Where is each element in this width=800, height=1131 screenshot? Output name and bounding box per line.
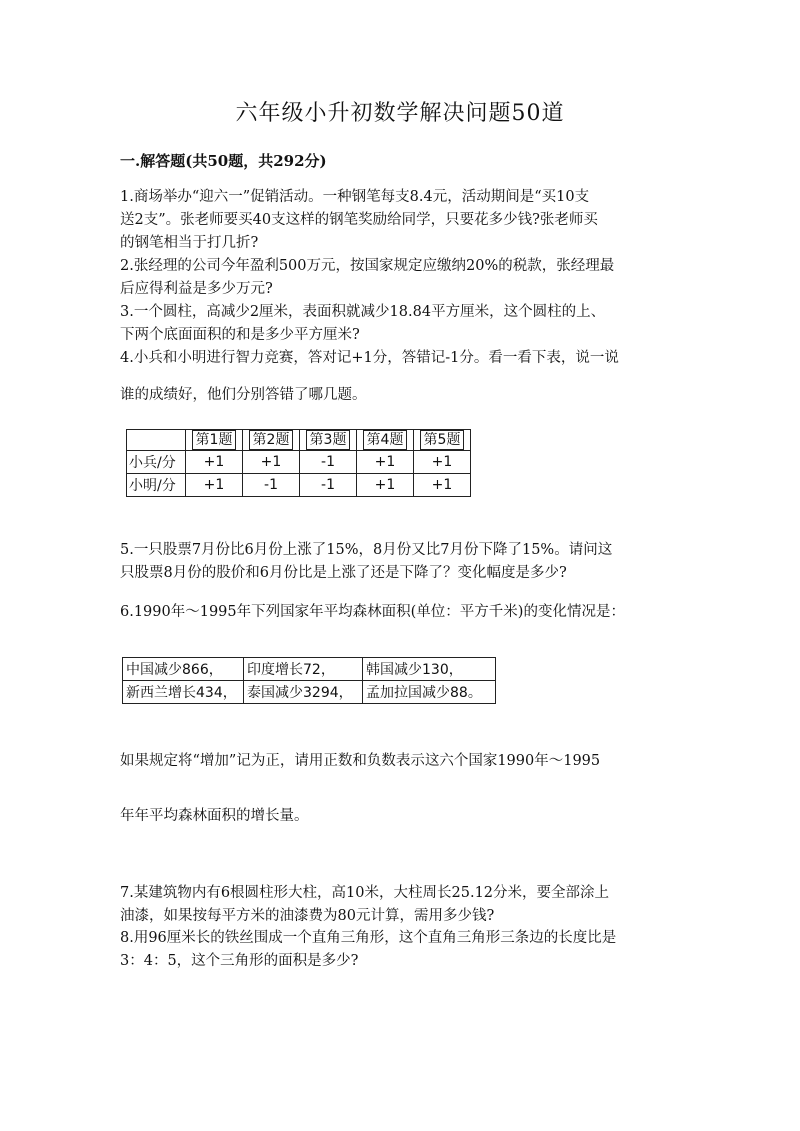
question-8 bbox=[120, 927, 690, 973]
table-cell: -1 bbox=[300, 451, 357, 474]
score-table bbox=[126, 429, 471, 497]
page-title: 六年级小升初数学解决问题50道 bbox=[235, 101, 565, 126]
question-line: 谁的成绩好，他们分别答错了哪几题。 bbox=[120, 387, 367, 403]
question-6-line-3: 年年平均森林面积的增长量。 bbox=[120, 808, 309, 824]
table-cell: 小兵/分 bbox=[127, 451, 186, 474]
table-header-cell: 第3题 bbox=[300, 430, 357, 451]
table-header-cell: 第4题 bbox=[357, 430, 414, 451]
question-line: 7.某建筑物内有6根圆柱形大柱，高10米，大柱周长25.12分米，要全部涂上 bbox=[120, 885, 610, 901]
question-line: 2.张经理的公司今年盈利500万元，按国家规定应缴纳20%的税款，张经理最 bbox=[120, 258, 615, 274]
question-line: 3：4：5，这个三角形的面积是多少? bbox=[120, 953, 359, 969]
table-cell: +1 bbox=[357, 451, 414, 474]
question-line: 油漆，如果按每平方米的油漆费为80元计算，需用多少钱? bbox=[120, 908, 495, 924]
question-line: 4.小兵和小明进行智力竞赛，答对记+1分，答错记-1分。看一看下表，说一说 bbox=[120, 350, 619, 366]
table-cell: -1 bbox=[243, 474, 300, 497]
question-line: 8.用96厘米长的铁丝围成一个直角三角形，这个直角三角形三条边的长度比是 bbox=[120, 930, 617, 946]
table-cell: +1 bbox=[186, 451, 243, 474]
question-line: 下两个底面面积的和是多少平方厘米? bbox=[120, 327, 360, 343]
table-cell: 小明/分 bbox=[127, 474, 186, 497]
table-cell: +1 bbox=[357, 474, 414, 497]
question-6-line-2: 如果规定将“增加”记为正，请用正数和负数表示这六个国家1990年～1995 bbox=[120, 753, 601, 769]
table-cell: 韩国减少130， bbox=[363, 658, 496, 681]
question-1 bbox=[120, 186, 690, 255]
table-header-cell: 第1题 bbox=[186, 430, 243, 451]
table-cell: 印度增长72， bbox=[244, 658, 363, 681]
question-3 bbox=[120, 301, 690, 347]
question-line: 后应得利益是多少万元? bbox=[120, 281, 273, 297]
table-header-cell: 第5题 bbox=[414, 430, 471, 451]
table-header-row bbox=[127, 430, 471, 451]
question-line: 送2支”。张老师要买40支这样的钢笔奖励给同学，只要花多少钱?张老师买 bbox=[120, 212, 598, 228]
table-cell: +1 bbox=[414, 451, 471, 474]
question-5 bbox=[120, 539, 690, 585]
question-6 bbox=[120, 601, 690, 624]
table-header-cell: 第2题 bbox=[243, 430, 300, 451]
question-line: 1.商场举办“迎六一”促销活动。一种钢笔每支8.4元，活动期间是“买10支 bbox=[120, 189, 590, 205]
table-cell: +1 bbox=[186, 474, 243, 497]
table-row bbox=[123, 658, 496, 681]
question-2 bbox=[120, 255, 690, 301]
table-row bbox=[127, 451, 471, 474]
table-cell: +1 bbox=[414, 474, 471, 497]
table-cell: +1 bbox=[243, 451, 300, 474]
table-cell: -1 bbox=[300, 474, 357, 497]
table-cell: 孟加拉国减少88。 bbox=[363, 681, 496, 704]
question-line: 只股票8月份的股价和6月份比是上涨了还是下降了？变化幅度是多少? bbox=[120, 565, 567, 581]
section-heading: 一.解答题(共50题，共292分) bbox=[120, 152, 327, 170]
question-line: 的钢笔相当于打几折? bbox=[120, 235, 259, 251]
question-line: 6.1990年～1995年下列国家年平均森林面积(单位：平方千米)的变化情况是： bbox=[120, 604, 625, 620]
table-row bbox=[123, 681, 496, 704]
table-cell: 中国减少866， bbox=[123, 658, 244, 681]
question-line: 3.一个圆柱，高减少2厘米，表面积就减少18.84平方厘米，这个圆柱的上、 bbox=[120, 304, 606, 320]
question-7 bbox=[120, 882, 690, 928]
table-row bbox=[127, 474, 471, 497]
table-cell: 新西兰增长434， bbox=[123, 681, 244, 704]
table-cell: 泰国减少3294， bbox=[244, 681, 363, 704]
forest-table bbox=[122, 657, 496, 704]
question-4 bbox=[120, 347, 690, 407]
table-header-cell bbox=[127, 430, 186, 451]
question-line: 5.一只股票7月份比6月份上涨了15%，8月份又比7月份下降了15%。请问这 bbox=[120, 542, 613, 558]
